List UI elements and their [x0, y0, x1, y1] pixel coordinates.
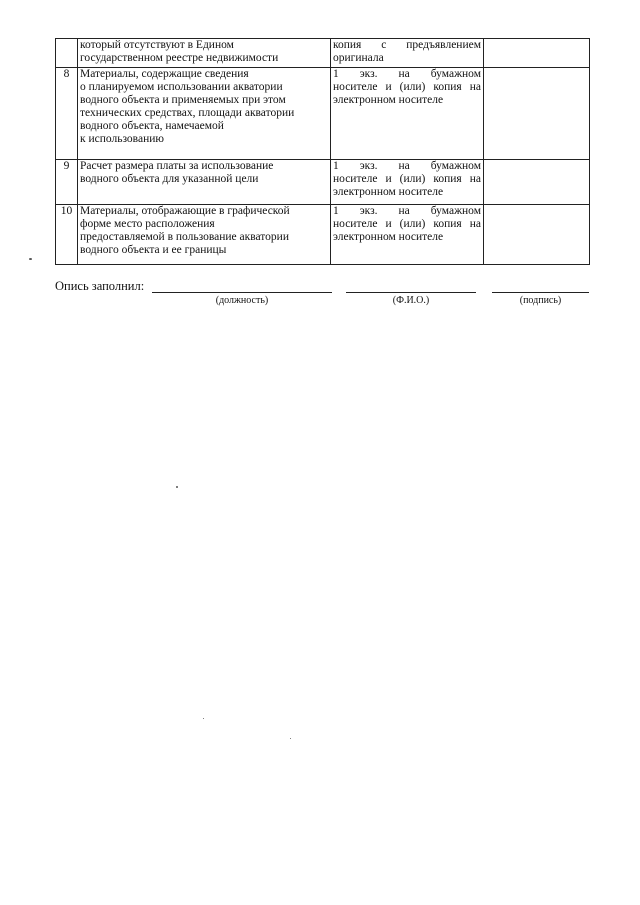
mark-cell	[484, 39, 590, 68]
copy-type-line: оригинала	[333, 52, 384, 64]
scan-speck	[176, 486, 178, 488]
position-caption: (должность)	[215, 295, 269, 306]
table-row	[56, 205, 590, 265]
copy-type-cell	[331, 39, 484, 68]
document-name-line: к использованию	[80, 133, 164, 145]
document-name-line: водного объекта и применяемых при этом	[80, 94, 286, 106]
document-name-line: Материалы, содержащие сведения	[80, 68, 249, 80]
mark-cell	[484, 205, 590, 265]
copy-type-line: 1 экз. на бумажном	[333, 205, 481, 217]
copy-type-line: копия с предъявлением	[333, 39, 481, 51]
fio-line	[346, 292, 476, 293]
document-name-line: водного объекта, намечаемой	[80, 120, 224, 132]
mark-cell	[484, 160, 590, 205]
table-row	[56, 39, 590, 68]
row-number: 10	[56, 205, 78, 265]
table-row	[56, 160, 590, 205]
document-name-line: водного объекта и ее границы	[80, 244, 227, 256]
copy-type-line: 1 экз. на бумажном	[333, 68, 481, 80]
copy-type-line: носителе и (или) копия на	[333, 173, 481, 185]
row-number	[56, 39, 78, 68]
mark-cell	[484, 68, 590, 160]
copy-type-line: электронном носителе	[333, 186, 444, 198]
document-name-line: который отсутствуют в Едином	[80, 39, 234, 51]
document-name-line: о планируемом использовании акватории	[80, 81, 283, 93]
document-name-line: водного объекта для указанной цели	[80, 173, 259, 185]
copy-type-cell	[331, 160, 484, 205]
scan-speck	[29, 258, 32, 260]
scan-speck	[203, 718, 204, 719]
document-name-line: Расчет размера платы за использование	[80, 160, 274, 172]
document-name-cell	[78, 68, 331, 160]
scan-speck	[290, 738, 291, 739]
document-name-cell	[78, 160, 331, 205]
document-name-cell	[78, 205, 331, 265]
table-row	[56, 68, 590, 160]
document-name-line: Материалы, отображающие в графической	[80, 205, 290, 217]
document-name-line: государственном реестре недвижимости	[80, 52, 279, 64]
document-name-line: предоставляемой в пользование акватории	[80, 231, 289, 243]
row-number: 8	[56, 68, 78, 160]
document-name-cell	[78, 39, 331, 68]
copy-type-line: электронном носителе	[333, 231, 444, 243]
copy-type-cell	[331, 205, 484, 265]
document-name-line: технических средствах, площади акватории	[80, 107, 295, 119]
position-line	[152, 292, 332, 293]
signature-line	[492, 292, 589, 293]
copy-type-line: 1 экз. на бумажном	[333, 160, 481, 172]
fio-caption: (Ф.И.О.)	[392, 295, 430, 306]
signature-caption: (подпись)	[519, 295, 562, 306]
document-name-line: форме место расположения	[80, 218, 215, 230]
row-number: 9	[56, 160, 78, 205]
copy-type-line: носителе и (или) копия на	[333, 218, 481, 230]
copy-type-line: электронном носителе	[333, 94, 444, 106]
copy-type-cell	[331, 68, 484, 160]
copy-type-line: носителе и (или) копия на	[333, 81, 481, 93]
inventory-table	[55, 38, 590, 265]
filled-by-label: Опись заполнил:	[55, 279, 145, 293]
